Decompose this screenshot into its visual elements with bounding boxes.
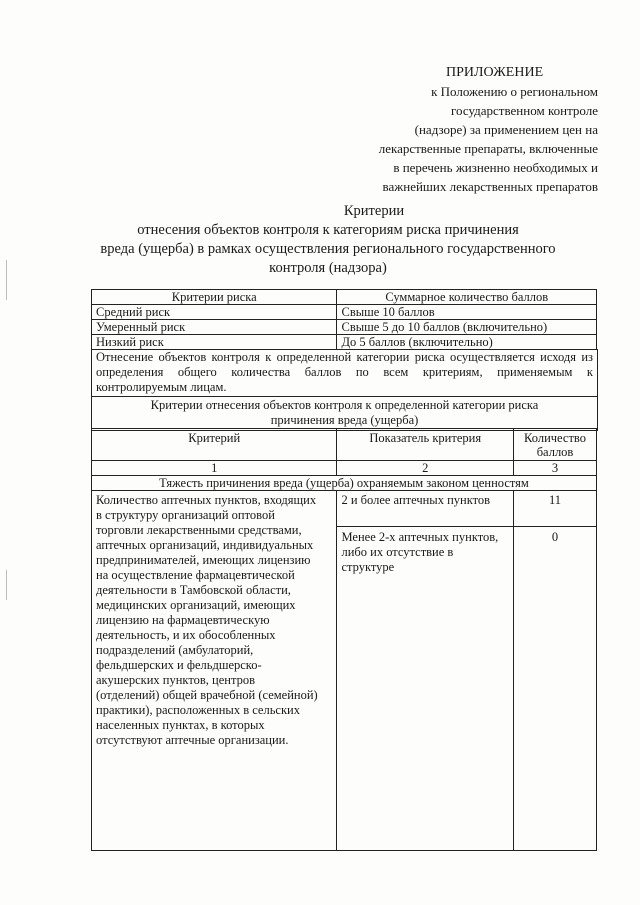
header-line: важнейших лекарственных препаратов xyxy=(382,179,598,194)
criteria-subtitle-line: контроля (надзора) xyxy=(269,260,387,276)
criterion-line: фельдшерских и фельдшерско- xyxy=(96,658,262,672)
criteria-table xyxy=(91,428,597,851)
table-row xyxy=(92,305,597,320)
risk-category: Низкий риск xyxy=(92,335,337,350)
criterion-line: на осуществление фармацевтической xyxy=(96,568,295,582)
criterion-line: предпринимателей, имеющих лицензию xyxy=(96,553,311,567)
header-line: к Положению о региональном xyxy=(431,84,598,99)
criteria-heading: Критерии xyxy=(343,203,405,219)
group-title: Тяжесть причинения вреда (ущерба) охраняемым законом ценностям xyxy=(92,476,597,491)
table-row xyxy=(92,320,597,335)
column-header-risk: Критерии риска xyxy=(92,290,337,305)
criterion-line: аптечных организаций, индивидуальных xyxy=(96,538,314,552)
risk-score: Свыше 10 баллов xyxy=(337,305,597,320)
section-title-text: Критерии отнесения объектов контроля к определенной категории риска причинения вреда (ущерба) xyxy=(150,398,539,427)
criterion-line: в структуру организаций оптовой xyxy=(96,508,275,522)
column-number: 1 xyxy=(92,461,337,476)
criterion-line: медицинских организаций, имеющих xyxy=(96,598,296,612)
criterion-line: (отделений) общей врачебной (семейной) xyxy=(96,688,318,702)
indicator-cell: 2 и более аптечных пунктов xyxy=(337,491,514,527)
indicator-cell: Менее 2-х аптечных пунктов, либо их отсутствие в структуре xyxy=(337,527,514,851)
risk-note: Отнесение объектов контроля к определенной категории риска осуществляется исходя из определения общего количества баллов по всем критериям, применяемым к контролируемым лицам. xyxy=(91,349,598,397)
risk-score: До 5 баллов (включительно) xyxy=(337,335,597,350)
criterion-line: торговли лекарственными средствами, xyxy=(96,523,302,537)
risk-score: Свыше 5 до 10 баллов (включительно) xyxy=(337,320,597,335)
section-title xyxy=(91,396,598,431)
scan-artifact xyxy=(6,570,7,600)
risk-score-table xyxy=(91,289,597,350)
criterion-line: населенных пунктах, в которых xyxy=(96,718,265,732)
appendix-title: ПРИЛОЖЕНИЕ xyxy=(446,65,544,80)
criterion-line: практики), расположенных в сельских xyxy=(96,703,300,717)
column-header-points: Количество баллов xyxy=(514,429,597,461)
column-number: 2 xyxy=(337,461,514,476)
criterion-line: подразделений (амбулаторий, xyxy=(96,643,254,657)
column-header-indicator: Показатель критерия xyxy=(337,429,514,461)
risk-category: Умеренный риск xyxy=(92,320,337,335)
column-number: 3 xyxy=(514,461,597,476)
criterion-line: лицензию на фармацевтическую xyxy=(96,613,270,627)
table-row xyxy=(92,335,597,350)
appendix-header xyxy=(300,63,598,194)
criteria-title-block xyxy=(60,203,640,277)
header-line: (надзоре) за применением цен на xyxy=(414,122,598,137)
criterion-cell xyxy=(92,491,337,851)
criterion-line: акушерских пунктов, центров xyxy=(96,673,255,687)
header-line: лекарственные препараты, включенные xyxy=(378,141,598,156)
criterion-line: отсутствуют аптечные организации. xyxy=(96,733,289,747)
criteria-subtitle-line: отнесения объектов контроля к категориям риска причинения xyxy=(137,222,519,238)
points-cell: 0 xyxy=(514,527,597,851)
header-line: государственном контроле xyxy=(451,103,598,118)
header-line: в перечень жизненно необходимых и xyxy=(393,160,598,175)
scan-artifact xyxy=(6,260,7,300)
risk-category: Средний риск xyxy=(92,305,337,320)
criterion-line: Количество аптечных пунктов, входящих xyxy=(96,493,317,507)
column-header-criterion: Критерий xyxy=(92,429,337,461)
points-cell: 11 xyxy=(514,491,597,527)
criterion-line: деятельности в Тамбовской области, xyxy=(96,583,291,597)
criteria-subtitle-line: вреда (ущерба) в рамках осуществления регионального государственного xyxy=(100,241,556,257)
column-header-score: Суммарное количество баллов xyxy=(337,290,597,305)
criterion-line: деятельность, и их обособленных xyxy=(96,628,276,642)
